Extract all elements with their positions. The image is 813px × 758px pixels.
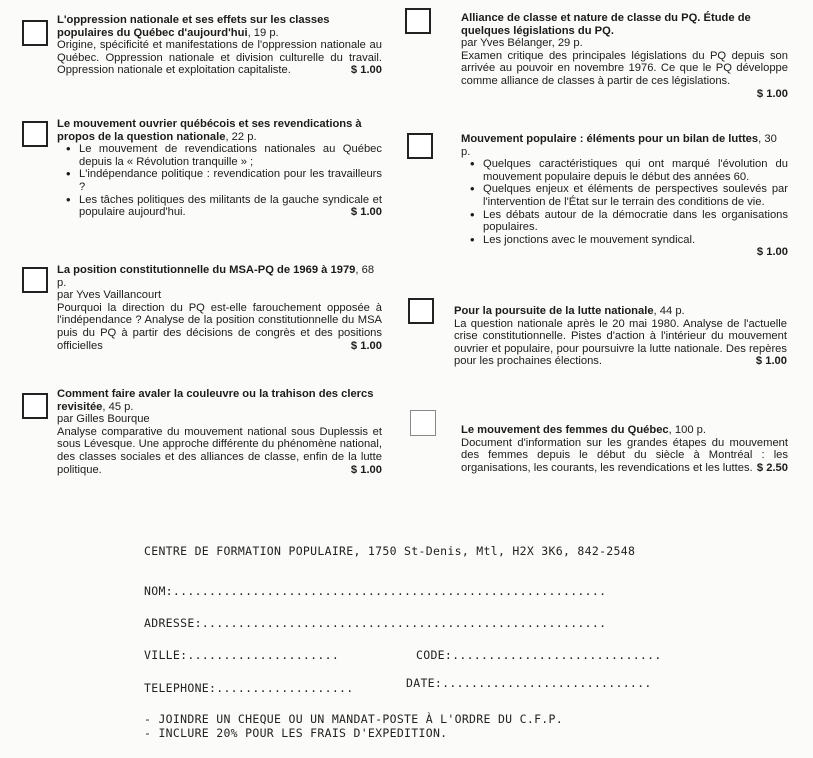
bullet-item: • L'indépendance politique : revendication pour les travailleurs ? bbox=[79, 168, 382, 193]
order-checkbox-2[interactable] bbox=[22, 121, 48, 147]
item-title: L'oppression nationale et ses effets sur les classes populaires du Québec d'aujourd'hui bbox=[57, 14, 330, 39]
item-bullet-list bbox=[461, 158, 788, 246]
item-title: Mouvement populaire : éléments pour un bilan de luttes bbox=[461, 133, 759, 145]
item-description: Document d'information sur les grandes étapes du mouvement des femmes depuis le début du siècle à Montréal : les organisations, les courants, les revendications et les luttes. bbox=[461, 436, 788, 474]
item-price: $ 1.00 bbox=[755, 355, 787, 368]
city-field[interactable]: VILLE:..................... bbox=[144, 648, 340, 662]
telephone-field[interactable]: TELEPHONE:................... bbox=[144, 681, 354, 695]
item-price: $ 1.00 bbox=[756, 246, 788, 259]
item-author: par Yves Vaillancourt bbox=[57, 289, 162, 302]
item-pages: , 44 p. bbox=[653, 305, 685, 317]
item-description: Pourquoi la direction du PQ est-elle farouchement opposée à l'indépendance ? Analyse de la position constitutionnelle du MSA puis du PQ à partir des décisions de congrès et des positions officielles bbox=[57, 301, 382, 352]
item-pages: , 45 p. bbox=[102, 400, 134, 413]
order-checkbox-8[interactable] bbox=[410, 410, 436, 436]
bullet-item: • Les débats autour de la démocratie dans les organisations populaires. bbox=[483, 209, 788, 234]
bullet-item: • Les jonctions avec le mouvement syndical. bbox=[483, 234, 788, 247]
order-checkbox-4[interactable] bbox=[22, 393, 48, 419]
order-checkbox-1[interactable] bbox=[22, 20, 48, 46]
item-description: Analyse comparative du mouvement national sous Duplessis et sous Lévesque. Une approche différente du phénomène national, des classes sociales et des alliances de classe, enfin de la lutte politique. bbox=[57, 425, 382, 476]
item-title: La position constitutionnelle du MSA-PQ de 1969 à 1979 bbox=[57, 264, 356, 276]
item-price: $ 1.00 bbox=[350, 64, 382, 77]
item-pages: , 22 p. bbox=[225, 130, 257, 143]
item-description: La question nationale après le 20 mai 1980. Analyse de l'actuelle crise constitutionnelle. Pistes d'action à l'intérieur du mouvement ouvrier et populaire, pour poursuivre la lutte nationale. Des repères pour les prochaines élections. bbox=[454, 317, 787, 368]
item-description: Origine, spécificité et manifestations de l'oppression nationale au Québec. Oppression nationale et division culturelle du travail. Oppression nationale et exploitation capitaliste. bbox=[57, 39, 382, 77]
name-field[interactable]: NOM:............................................................ bbox=[144, 584, 607, 598]
item-title: Le mouvement des femmes du Québec bbox=[461, 424, 669, 436]
item-pages: , 19 p. bbox=[247, 26, 279, 39]
item-bullet-list bbox=[57, 143, 382, 219]
item-title: Le mouvement ouvrier québécois et ses revendications à propos de la question nationale bbox=[57, 118, 362, 143]
item-pages: , 68 p. bbox=[57, 264, 375, 289]
bullet-item: • Le mouvement de revendications nationales au Québec depuis la « Révolution tranquille » ; bbox=[79, 143, 382, 168]
item-price: $ 1.00 bbox=[756, 87, 788, 100]
item-price: $ 2.50 bbox=[756, 461, 788, 474]
item-author: par Yves Bélanger, 29 p. bbox=[461, 37, 583, 50]
publisher-address: CENTRE DE FORMATION POPULAIRE, 1750 St-Denis, Mtl, H2X 3K6, 842-2548 bbox=[144, 544, 636, 558]
item-price: $ 1.00 bbox=[350, 463, 382, 476]
bullet-item: • Quelques enjeux et éléments de perspectives soulevés par l'intervention de l'État sur le terrain des conditions de vie. bbox=[483, 183, 788, 208]
order-checkbox-6[interactable] bbox=[407, 133, 433, 159]
payment-note: - JOINDRE UN CHEQUE OU UN MANDAT-POSTE À L'ORDRE DU C.F.P. bbox=[144, 712, 563, 726]
bullet-item: • Les tâches politiques des militants de la gauche syndicale et populaire aujourd'hui. bbox=[79, 194, 382, 219]
shipping-note: - INCLURE 20% POUR LES FRAIS D'EXPEDITION. bbox=[144, 726, 448, 740]
order-checkbox-3[interactable] bbox=[22, 267, 48, 293]
postal-code-field[interactable]: CODE:............................. bbox=[416, 648, 662, 662]
item-price: $ 1.00 bbox=[350, 206, 382, 219]
item-price: $ 1.00 bbox=[350, 339, 382, 352]
item-title: Comment faire avaler la couleuvre ou la trahison des clercs revisitée bbox=[57, 388, 374, 413]
item-description: Examen critique des principales législations du PQ depuis son arrivée au pouvoir en novembre 1976. Ce que le PQ développe comme alliance de classes à partir de ces législations. bbox=[461, 49, 788, 87]
address-field[interactable]: ADRESSE:........................................................ bbox=[144, 616, 607, 630]
item-pages: , 100 p. bbox=[668, 424, 706, 436]
item-title: Pour la poursuite de la lutte nationale bbox=[454, 305, 654, 317]
bullet-item: • Quelques caractéristiques qui ont marqué l'évolution du mouvement populaire depuis le début des années 60. bbox=[483, 158, 788, 183]
item-pages: , 30 p. bbox=[461, 133, 777, 158]
item-author: par Gilles Bourque bbox=[57, 413, 150, 426]
item-title: Alliance de classe et nature de classe du PQ. Étude de quelques législations du PQ. bbox=[461, 12, 751, 37]
order-checkbox-7[interactable] bbox=[408, 298, 434, 324]
date-field[interactable]: DATE:............................. bbox=[406, 676, 652, 690]
order-checkbox-5[interactable] bbox=[405, 8, 431, 34]
